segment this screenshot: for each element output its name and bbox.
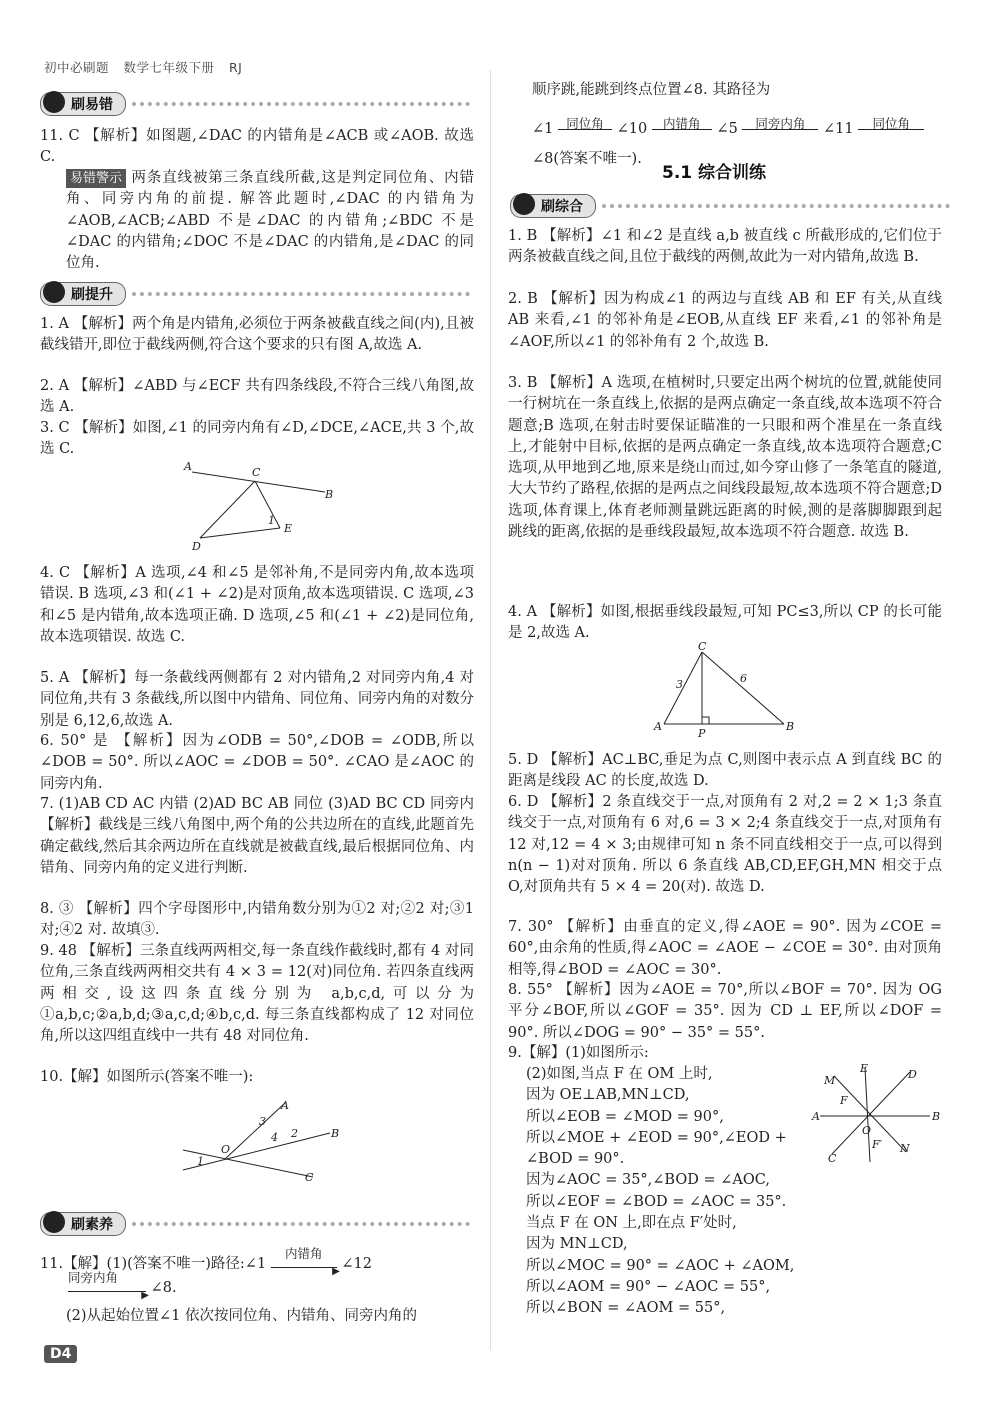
label-C: C	[698, 642, 707, 653]
label-O: O	[221, 1143, 231, 1156]
section-suyang	[40, 1212, 470, 1236]
label-B: B	[932, 1110, 941, 1123]
label-E: E	[284, 522, 293, 535]
figure-q4	[650, 642, 800, 740]
page-header	[44, 58, 252, 76]
figure-q3	[180, 460, 340, 555]
zh-answer-8: 8. 55° 【解析】因为∠AOE = 70°,所以∠BOF = 70°. 因为 OG 平分∠BOF,所以∠GOF = 35°. 因为 CD ⊥ EF,所以∠DOF = 90°. 所以∠DOG = 90° − 35° = 55°.	[508, 982, 942, 1041]
label-A: A	[654, 720, 662, 733]
section-yicuo	[40, 92, 470, 116]
label-C: C	[828, 1152, 837, 1165]
arrow-label: 同旁内角	[68, 1270, 119, 1285]
answer-8: 8. ③ 【解析】四个字母图形中,内错角数分别为①2 对;②2 对;③1 对;④2 对. 故填③.	[40, 901, 474, 939]
zh-answer-7: 7. 30° 【解析】由垂直的定义,得∠AOE = 90°. 因为∠COE = 60°,由余角的性质,得∠AOC = ∠AOE − ∠COE = 30°. 由对顶角相等,得∠BOD = ∠AOC = 30°.	[508, 919, 942, 978]
figure-q10	[175, 1095, 350, 1185]
warning-tag: 易错警示	[66, 169, 126, 188]
label-E: E	[860, 1062, 869, 1075]
path-arrow	[742, 115, 818, 131]
warning-text: 两条直线被第三条直线所截,这是判定同位角、内错角、同旁内角的前提. 解答此题时,∠DAC 的内错角为∠AOB,∠ACB;∠ABD 不是∠DAC 的内错角;∠BDC 不是∠DAC 的内错角;∠DOC 不是∠DAC 的内错角,是∠DAC 的同位角.	[66, 170, 474, 272]
arrowhead-icon: ▶	[332, 1266, 340, 1277]
proof-line: 当点 F 在 ON 上,即在点 F′处时,	[526, 1215, 737, 1232]
warning-block	[66, 168, 474, 274]
zh-answer-5: 5. D 【解析】AC⊥BC,垂足为点 C,则图中表示点 A 到直线 BC 的距离是线段 AC 的长度,故选 D.	[508, 752, 942, 790]
path-part-a: 11.【解】(1)(答案不唯一)路径:∠1	[40, 1256, 267, 1272]
right-continue: 顺序跳,能跳到终点位置∠8. 其路径为	[532, 82, 771, 98]
proof-line: (2)如图,当点 F 在 OM 上时,	[526, 1066, 713, 1082]
brush-icon	[43, 281, 65, 303]
path-node: ∠5	[716, 121, 738, 137]
arrow-1	[271, 1246, 340, 1277]
label-3: 3	[676, 678, 683, 691]
label-1: 1	[197, 1155, 204, 1168]
section-title-51: 5.1 综合训练	[662, 163, 767, 183]
arrow-label: 内错角	[663, 115, 701, 131]
path-part-b: ∠12	[341, 1256, 373, 1272]
arrow-2	[68, 1270, 149, 1301]
label-M: M	[824, 1074, 836, 1087]
zh-answer-3: 3. B 【解析】A 选项,在植树时,只要定出两个树坑的位置,就能使同一行树坑在一条直线上,依据的是两点确定一条直线,故本选项不符合题意;B 选项,在射击时要保证瞄准的一只眼和两个准星在一条直线上,才能射中目标,依据的是两点确定一条直线,故本选项符合题意;C 选项,从甲地到乙地,原来是绕山而过,如今穿山修了一条笔直的隧道,大大节约了路程,依据的是两点之间线段最短,故本选项不符合题意;D 选项,体育课上,体育老师测量跳远距离的时候,测的是落脚脚跟到起跳线的距离,依据的是垂线段最短,故本选项不符合题意. 故选 B.	[508, 375, 942, 541]
page-number: D4	[44, 1345, 77, 1363]
label-B: B	[331, 1127, 340, 1140]
label-A: A	[184, 460, 192, 473]
label-C: C	[252, 466, 261, 479]
section-title: 刷易错	[71, 97, 113, 113]
label-2: 2	[291, 1127, 298, 1140]
zh-answer-4: 4. A 【解析】如图,根据垂线段最短,可知 PC≤3,所以 CP 的长可能是 2,故选 A.	[508, 604, 942, 642]
path-arrow	[558, 115, 612, 131]
proof-line: 所以∠BON = ∠AOM = 55°,	[526, 1300, 726, 1317]
label-F-prime: F′	[872, 1138, 883, 1151]
path-node: ∠8(答案不唯一).	[532, 151, 642, 167]
answer-5: 5. A 【解析】每一条截线两侧都有 2 对内错角,2 对同旁内角,4 对同位角,共有 3 条截线,所以图中内错角、同位角、同旁内角的对数分别是 6,12,6,故选 A.	[40, 670, 474, 729]
dotted-rule	[602, 204, 950, 208]
label-3: 3	[259, 1115, 266, 1128]
path-node: ∠10	[616, 121, 648, 137]
label-6: 6	[740, 672, 747, 685]
arrowhead-icon: ▶	[141, 1290, 149, 1301]
label-4: 4	[271, 1131, 278, 1144]
edition: RJ	[229, 60, 243, 75]
label-A: A	[281, 1099, 289, 1112]
path-arrow	[858, 115, 924, 131]
proof-line: 所以∠MOC = 90° = ∠AOC + ∠AOM,	[526, 1257, 795, 1274]
subject-name: 数学七年级下册	[123, 60, 215, 75]
label-N: N	[900, 1142, 910, 1155]
arrow-label: 同位角	[872, 115, 910, 131]
label-1: 1	[268, 514, 275, 527]
proof-line: 因为 OE⊥AB,MN⊥CD,	[526, 1087, 690, 1104]
arrow-label: 内错角	[285, 1246, 323, 1261]
label-A: A	[812, 1110, 820, 1123]
path-arrow	[652, 115, 712, 131]
zh-answer-9: 9.【解】(1)如图所示:	[508, 1045, 649, 1061]
answer-11-suyang-part2: (2)从起始位置∠1 依次按同位角、内错角、同旁内角的	[66, 1308, 418, 1324]
label-O: O	[862, 1124, 872, 1137]
proof-line: 所以∠EOF = ∠BOD = ∠AOC = 35°.	[526, 1193, 787, 1210]
answer-6: 6. 50° 是 【解析】因为∠ODB = 50°,∠DOB = ∠ODB,所以∠DOB = 50°. 所以∠AOC = ∠DOB = 50°. ∠CAO 是∠AOC 的同旁内角.	[40, 733, 474, 792]
path-node: ∠1	[532, 121, 554, 137]
answer-9: 9. 48 【解析】三条直线两两相交,每一条直线作截线时,都有 4 对同位角,三条直线两两相交共有 4 × 3 = 12(对)同位角. 若四条直线两两相交,设这四条直线分别为 a,b,c,d,可以分为①a,b,c;②a,b,d;③a,c,d;④b,c,d. 每三条直线都构成了 12 对同位角,所以这四组直线中一共有 48 对同位角.	[40, 943, 474, 1045]
zh-answer-2: 2. B 【解析】因为构成∠1 的两边与直线 AB 和 EF 有关,从直线 AB 来看,∠1 的邻补角是∠EOB,从直线 EF 来看,∠1 的邻补角是∠AOF,所以∠1 的邻补角有 2 个,故选 B.	[508, 291, 942, 350]
proof-line: 因为∠AOC = 35°,∠BOD = ∠AOC,	[526, 1172, 770, 1189]
figure-q9	[810, 1062, 945, 1167]
arrow-line	[271, 1266, 340, 1277]
answer-11-suyang-line2	[40, 1270, 480, 1301]
arrow-label: 同位角	[566, 115, 604, 131]
label-F: F	[840, 1094, 848, 1107]
label-C: C	[305, 1171, 314, 1184]
label-D: D	[908, 1068, 917, 1081]
answer-1: 1. A 【解析】两个角是内错角,必须位于两条被截直线之间(内),且被截线错开,即位于截线两侧,符合这个要求的只有图 A,故选 A.	[40, 316, 474, 354]
proof-line: ∠BOD = 90°.	[526, 1151, 625, 1168]
section-title: 刷综合	[541, 199, 583, 215]
answer-10: 10.【解】如图所示(答案不唯一):	[40, 1069, 254, 1085]
proof-line: 所以∠MOE + ∠EOD = 90°,∠EOD +	[526, 1129, 787, 1146]
brush-icon	[43, 1211, 65, 1233]
section-title: 刷素养	[71, 1217, 113, 1233]
arrow-line	[68, 1290, 149, 1301]
label-D: D	[192, 540, 201, 553]
brush-icon	[513, 193, 535, 215]
book-name: 初中必刷题	[44, 60, 110, 75]
dotted-rule	[132, 1222, 470, 1226]
dotted-rule	[132, 102, 470, 106]
section-zonghe	[510, 194, 950, 218]
proof-line: 因为 MN⊥CD,	[526, 1236, 628, 1253]
answer-11-yicuo: 11. C 【解析】如图题,∠DAC 的内错角是∠ACB 或∠AOB. 故选 C.	[40, 128, 474, 166]
section-tisheng	[40, 282, 470, 306]
label-P: P	[698, 727, 706, 740]
path-node: ∠11	[823, 121, 854, 137]
answer-4: 4. C 【解析】A 选项,∠4 和∠5 是邻补角,不是同旁内角,故本选项错误. B 选项,∠3 和(∠1 + ∠2)是对顶角,故本选项错误. C 选项,∠3 和∠5 是内错角,故本选项正确. D 选项,∠5 和(∠1 + ∠2)是同位角,故本选项错误. 故选 C.	[40, 565, 474, 645]
answer-2: 2. A 【解析】∠ABD 与∠ECF 共有四条线段,不符合三线八角图,故选 A.	[40, 378, 474, 416]
answer-7: 7. (1)AB CD AC 内错 (2)AD BC AB 同位 (3)AD BC CD 同旁内 【解析】截线是三线八角图中,两个角的公共边所在的直线,此题首先确定截线,然后其余两边所在直线就是被截直线,最后根据同位角、内错角、同旁内角的定义进行判断.	[40, 796, 474, 876]
proof-line: 所以∠EOB = ∠MOD = 90°,	[526, 1108, 724, 1125]
path-part-c: ∠8.	[150, 1280, 177, 1296]
zh-answer-1: 1. B 【解析】∠1 和∠2 是直线 a,b 被直线 c 所截形成的,它们位于两条被截直线之间,且位于截线的两侧,故此为一对内错角,故选 B.	[508, 228, 942, 266]
label-B: B	[786, 720, 795, 733]
brush-icon	[43, 91, 65, 113]
proof-line: 所以∠AOM = 90° − ∠AOC = 55°,	[526, 1278, 771, 1295]
arrow-label: 同旁内角	[755, 115, 806, 131]
column-divider	[490, 70, 491, 1350]
dotted-rule	[132, 292, 470, 296]
answer-3: 3. C 【解析】如图,∠1 的同旁内角有∠D,∠DCE,∠ACE,共 3 个,故选 C.	[40, 420, 474, 458]
section-title: 刷提升	[71, 287, 113, 303]
zh-answer-6: 6. D 【解析】2 条直线交于一点,对顶角有 2 对,2 = 2 × 1;3 条直线交于一点,对顶角有 6 对,6 = 3 × 2;4 条直线交于一点,对顶角有 12 对,12 = 4 × 3;由规律可知 n 条不同直线相交于一点,可以得到 n(n − 1)对对顶角. 所以 6 条直线 AB,CD,EF,GH,MN 相交于点 O,对顶角共有 5 × 4 = 20(对). 故选 D.	[508, 794, 942, 896]
zh-answer-9-lines	[526, 1064, 806, 1320]
label-B: B	[325, 488, 334, 501]
